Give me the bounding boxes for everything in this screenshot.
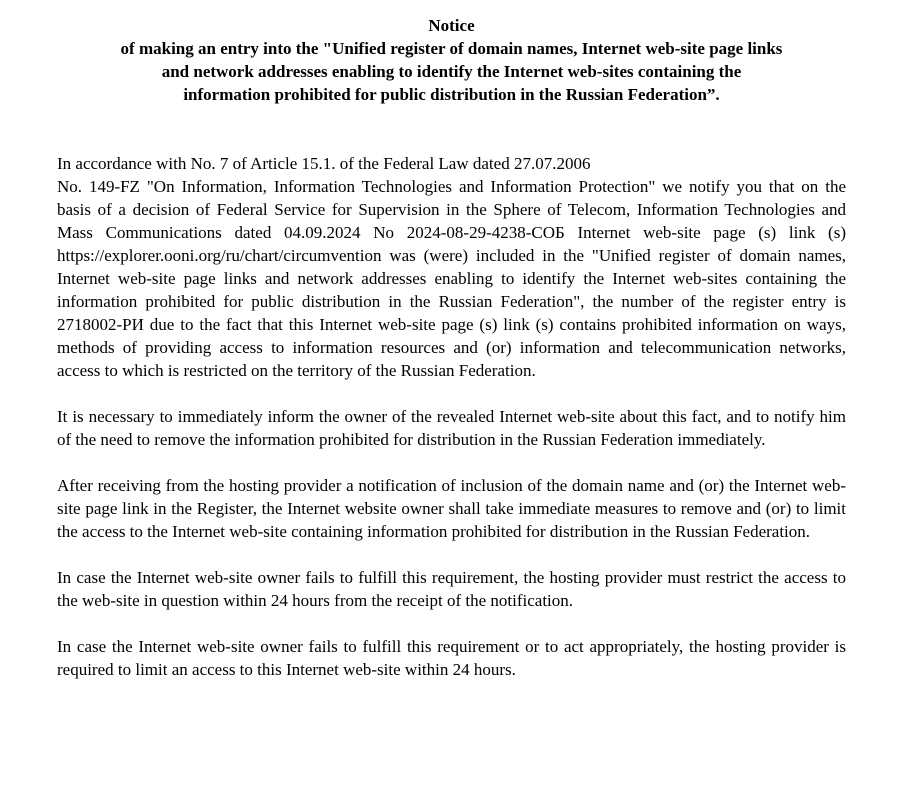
- notice-title: Notice: [428, 16, 475, 35]
- paragraph-register-entry: No. 149-FZ "On Information, Information Technologies and Information Protection" we notify you that on the basis of a decision of Federal Service for Supervision in the Sphere of Telecom, Information Technologies and Mass Communications dated 04.09.2024 No 2024-08-29-4238-СОБ Internet web-site page (s) link (s) https://explorer.ooni.org/ru/chart/circumvention was (were) included in the "Unified register of domain names, Internet web-site page links and network addresses enabling to identify the Internet web-sites containing the information prohibited for public distribution in the Russian Federation", the number of the register entry is 2718002-РИ due to the fact that this Internet web-site page (s) link (s) contains prohibited information on ways, methods of providing access to information resources and (or) information and telecommunication networks, access to which is restricted on the territory of the Russian Federation.: [57, 177, 846, 380]
- notice-body: [57, 152, 846, 681]
- notice-subtitle-line-3: information prohibited for public distribution in the Russian Federation”.: [183, 85, 720, 104]
- notice-subtitle-line-2: and network addresses enabling to identify the Internet web-sites containing the: [161, 62, 742, 81]
- paragraph-owner-notification: It is necessary to immediately inform the owner of the revealed Internet web-site about this fact, and to notify him of the need to remove the information prohibited for distribution in the Russian Federation immediately.: [57, 407, 846, 449]
- notice-subtitle-line-1: of making an entry into the "Unified register of domain names, Internet web-site page links: [120, 39, 783, 58]
- legal-basis-intro-line: In accordance with No. 7 of Article 15.1. of the Federal Law dated 27.07.2006: [57, 154, 591, 173]
- paragraph-hosting-provider-measures: After receiving from the hosting provider a notification of inclusion of the domain name and (or) the Internet web-site page link in the Register, the Internet website owner shall take immediate measures to remove and (or) to limit the access to the Internet web-site containing information prohibited for distribution in the Russian Federation.: [57, 476, 846, 541]
- notice-header: [57, 14, 846, 106]
- paragraph-24h-limit: In case the Internet web-site owner fails to fulfill this requirement or to act appropriately, the hosting provider is required to limit an access to this Internet web-site within 24 hours.: [57, 637, 846, 679]
- paragraph-24h-restriction: In case the Internet web-site owner fails to fulfill this requirement, the hosting provider must restrict the access to the web-site in question within 24 hours from the receipt of the notification.: [57, 568, 846, 610]
